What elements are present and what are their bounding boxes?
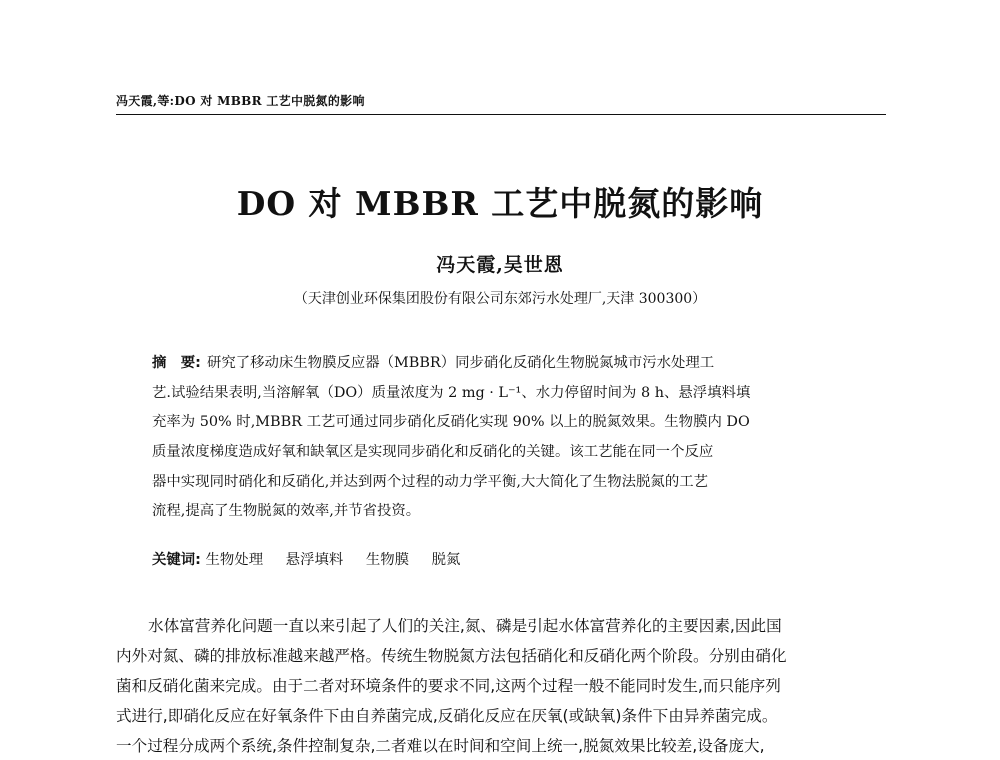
abstract-line (152, 349, 852, 379)
abstract-label: 摘 要: (152, 355, 201, 371)
body-line: 内外对氮、磷的排放标准越来越严格。传统生物脱氮方法包括硝化和反硝化两个阶段。分别由硝化 (116, 647, 787, 665)
paper-title: DO 对 MBBR 工艺中脱氮的影响 (236, 184, 764, 223)
body-line: 水体富营养化问题一直以来引起了人们的关注,氮、磷是引起水体富营养化的主要因素,因此国 (148, 617, 782, 635)
abstract (152, 349, 852, 527)
abstract-line: 艺.试验结果表明,当溶解氧（DO）质量浓度为 2 mg · L⁻¹、水力停留时间为 8 h、悬浮填料填 (152, 384, 751, 401)
body-line: 菌和反硝化菌来完成。由于二者对环境条件的要求不同,这两个过程一般不能同时发生,而只能序列 (116, 677, 781, 695)
keyword: 生物膜 (365, 552, 410, 568)
keyword: 脱氮 (431, 552, 461, 568)
abstract-line: 质量浓度梯度造成好氧和缺氧区是实现同步硝化和反硝化的关键。该工艺能在同一个反应 (152, 444, 714, 461)
abstract-line: 器中实现同时硝化和反硝化,并达到两个过程的动力学平衡,大大简化了生物法脱氮的工艺 (152, 473, 708, 490)
keywords-label: 关键词: (152, 552, 201, 568)
body-line: 一个过程分成两个系统,条件控制复杂,二者难以在时间和空间上统一,脱氮效果比较差,设备庞大, (116, 737, 765, 755)
abstract-text: 研究了移动床生物膜反应器（MBBR）同步硝化反硝化生物脱氮城市污水处理工 (206, 355, 715, 371)
abstract-line: 充率为 50% 时,MBBR 工艺可通过同步硝化反硝化实现 90% 以上的脱氮效果。生物膜内 DO (152, 414, 750, 431)
keywords (152, 548, 478, 572)
authors: 冯天霞,吴世恩 (436, 254, 564, 276)
affiliation: （天津创业环保集团股份有限公司东郊污水处理厂,天津 300300） (293, 291, 707, 307)
header-rule (116, 114, 886, 115)
abstract-line: 流程,提高了生物脱氮的效率,并节省投资。 (152, 503, 421, 520)
keyword: 悬浮填料 (285, 552, 344, 568)
running-header: 冯天霞,等:DO 对 MBBR 工艺中脱氮的影响 (116, 94, 365, 108)
body-paragraph (116, 611, 886, 760)
keyword: 生物处理 (205, 552, 264, 568)
body-line: 式进行,即硝化反应在好氧条件下由自养菌完成,反硝化反应在厌氧(或缺氧)条件下由异养菌完成。 (116, 707, 778, 725)
